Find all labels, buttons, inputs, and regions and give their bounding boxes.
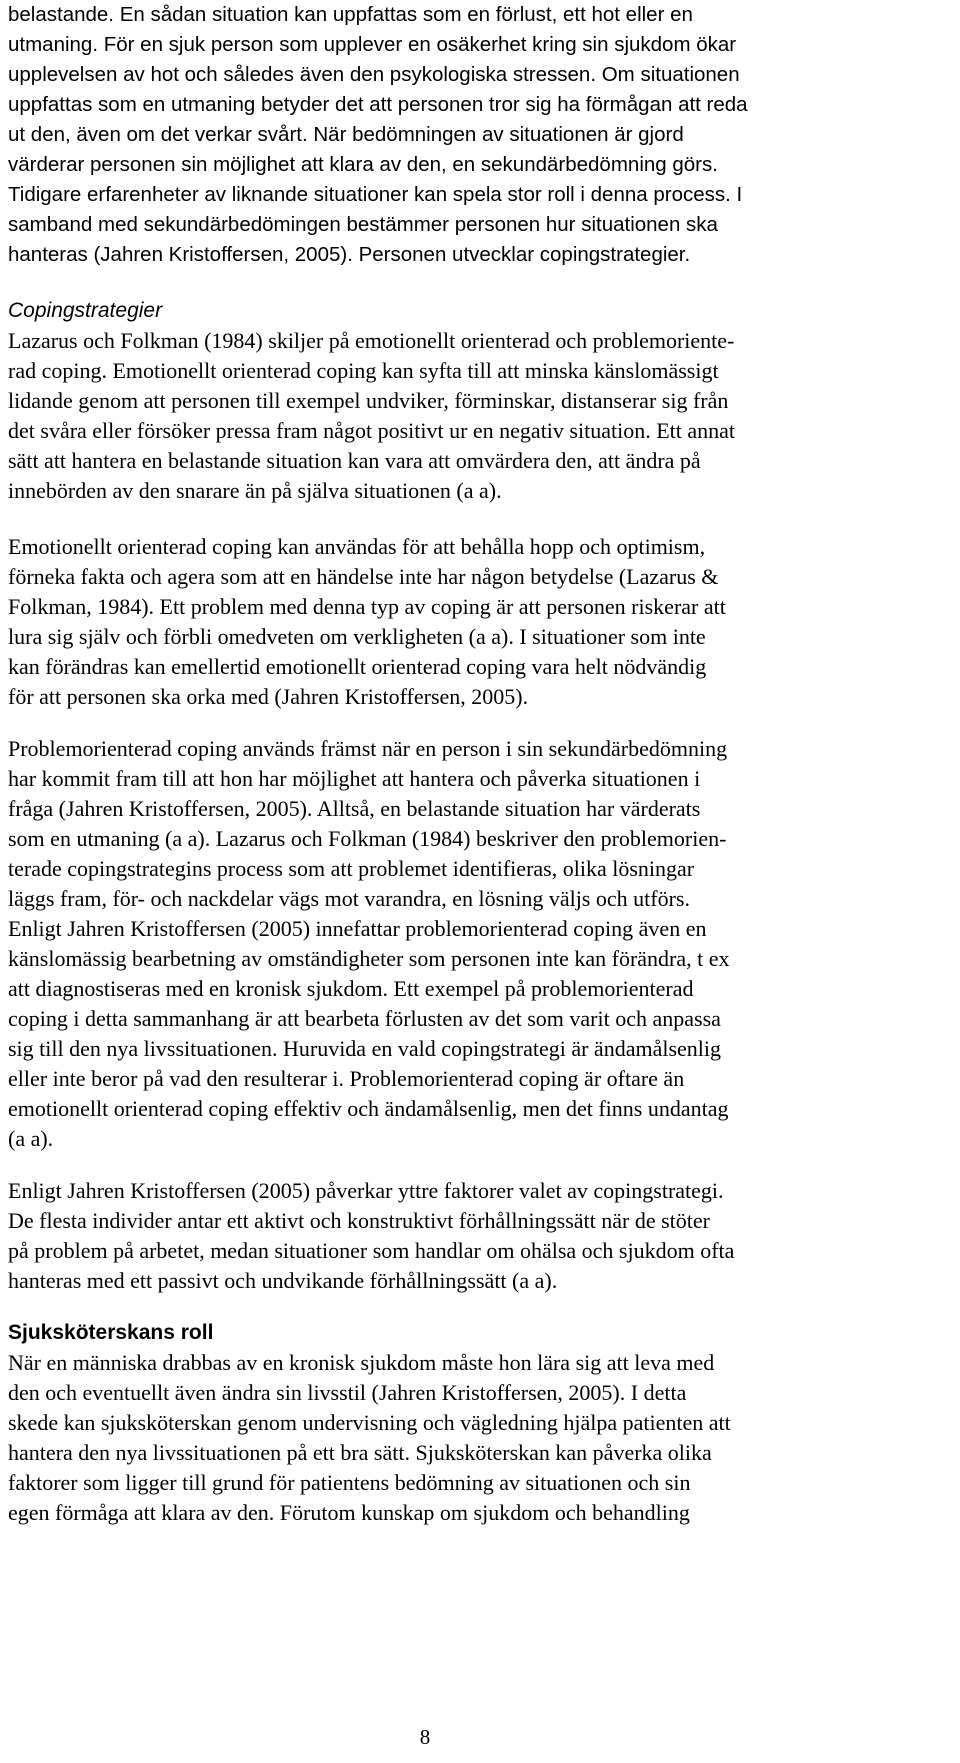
text-line: utmaning. För en sjuk person som upplever en osäkerhet kring sin sjukdom ökar	[8, 33, 737, 56]
text-line: Emotionellt orienterad coping kan användas för att behålla hopp och optimism,	[8, 534, 706, 559]
coping-paragraph-1	[8, 326, 916, 506]
text-line: fråga (Jahren Kristoffersen, 2005). Alltså, en belastande situation har värderats	[8, 796, 701, 821]
section-heading-coping: Copingstrategier	[8, 299, 163, 322]
text-line: eller inte beror på vad den resulterar i. Problemorienterad coping är oftare än	[8, 1066, 685, 1091]
text-line: upplevelsen av hot och således även den psykologiska stressen. Om situationen	[8, 63, 740, 86]
section-coping	[8, 296, 916, 326]
text-line: belastande. En sådan situation kan uppfattas som en förlust, ett hot eller en	[8, 3, 693, 26]
page-number: 8	[419, 1725, 431, 1749]
text-line: Folkman, 1984). Ett problem med denna typ av coping är att personen riskerar att	[8, 594, 726, 619]
text-line: känslomässig bearbetning av omständigheter som personen inte kan förändra, t ex	[8, 946, 730, 971]
text-line: den och eventuellt även ändra sin livsstil (Jahren Kristoffersen, 2005). I detta	[8, 1380, 687, 1405]
text-line: sätt att hantera en belastande situation kan vara att omvärdera den, att ändra på	[8, 448, 701, 473]
text-line: kan förändras kan emellertid emotionellt orienterad coping vara helt nödvändig	[8, 654, 707, 679]
text-line: för att personen ska orka med (Jahren Kristoffersen, 2005).	[8, 684, 529, 709]
text-line: Lazarus och Folkman (1984) skiljer på emotionellt orienterad och problemoriente-	[8, 328, 735, 353]
text-line: skede kan sjuksköterskan genom undervisning och vägledning hjälpa patienten att	[8, 1410, 731, 1435]
text-line: (a a).	[8, 1126, 54, 1151]
coping-paragraph-4	[8, 1176, 916, 1296]
text-line: innebörden av den snarare än på själva situationen (a a).	[8, 478, 502, 503]
text-line: Problemorienterad coping används främst när en person i sin sekundärbedömning	[8, 736, 728, 761]
intro-paragraph	[8, 0, 916, 270]
text-line: uppfattas som en utmaning betyder det att personen tror sig ha förmågan att reda	[8, 93, 748, 116]
text-line: hanteras (Jahren Kristoffersen, 2005). Personen utvecklar copingstrategier.	[8, 243, 691, 266]
text-line: som en utmaning (a a). Lazarus och Folkman (1984) beskriver den problemorien-	[8, 826, 727, 851]
text-line: värderar personen sin möjlighet att klara av den, en sekundärbedömning görs.	[8, 153, 718, 176]
text-line: Enligt Jahren Kristoffersen (2005) påverkar yttre faktorer valet av copingstrategi.	[8, 1178, 724, 1203]
text-line: rad coping. Emotionellt orienterad coping kan syfta till att minska känslomässigt	[8, 358, 719, 383]
text-line: sig till den nya livssituationen. Huruvida en vald copingstrategi är ändamålsenlig	[8, 1036, 722, 1061]
text-line: förneka fakta och agera som att en händelse inte har någon betydelse (Lazarus &	[8, 564, 719, 589]
text-line: hanteras med ett passivt och undvikande förhållningssätt (a a).	[8, 1268, 558, 1293]
text-line: egen förmåga att klara av den. Förutom kunskap om sjukdom och behandling	[8, 1500, 690, 1525]
text-line: När en människa drabbas av en kronisk sjukdom måste hon lära sig att leva med	[8, 1350, 715, 1375]
text-line: det svåra eller försöker pressa fram något positivt ur en negativ situation. Ett annat	[8, 418, 735, 443]
text-line: Enligt Jahren Kristoffersen (2005) innefattar problemorienterad coping även en	[8, 916, 707, 941]
text-line: lidande genom att personen till exempel undviker, förminskar, distanserar sig från	[8, 388, 729, 413]
text-line: lura sig själv och förbli omedveten om verkligheten (a a). I situationer som inte	[8, 624, 706, 649]
text-line: hantera den nya livssituationen på ett bra sätt. Sjuksköterskan kan påverka olika	[8, 1440, 712, 1465]
text-line: terade copingstrategins process som att problemet identifieras, olika lösningar	[8, 856, 695, 881]
text-line: emotionellt orienterad coping effektiv och ändamålsenlig, men det finns undantag	[8, 1096, 729, 1121]
text-line: samband med sekundärbedömingen bestämmer personen hur situationen ska	[8, 213, 718, 236]
text-line: har kommit fram till att hon har möjlighet att hantera och påverka situationen i	[8, 766, 701, 791]
text-line: Tidigare erfarenheter av liknande situationer kan spela stor roll i denna process. I	[8, 183, 743, 206]
role-paragraph-1	[8, 1348, 916, 1528]
text-line: De flesta individer antar ett aktivt och konstruktivt förhållningssätt när de stöter	[8, 1208, 710, 1233]
section-heading-role: Sjuksköterskans roll	[8, 1321, 214, 1344]
text-line: läggs fram, för- och nackdelar vägs mot varandra, en lösning väljs och utförs.	[8, 886, 690, 911]
text-line: ut den, även om det verkar svårt. När bedömningen av situationen är gjord	[8, 123, 684, 146]
section-role	[8, 1318, 916, 1348]
text-line: att diagnostiseras med en kronisk sjukdom. Ett exempel på problemorienterad	[8, 976, 694, 1001]
coping-paragraph-3	[8, 734, 916, 1154]
coping-paragraph-2	[8, 532, 916, 712]
text-line: på problem på arbetet, medan situationer som handlar om ohälsa och sjukdom ofta	[8, 1238, 735, 1263]
text-line: faktorer som ligger till grund för patientens bedömning av situationen och sin	[8, 1470, 691, 1495]
text-line: coping i detta sammanhang är att bearbeta förlusten av det som varit och anpassa	[8, 1006, 721, 1031]
